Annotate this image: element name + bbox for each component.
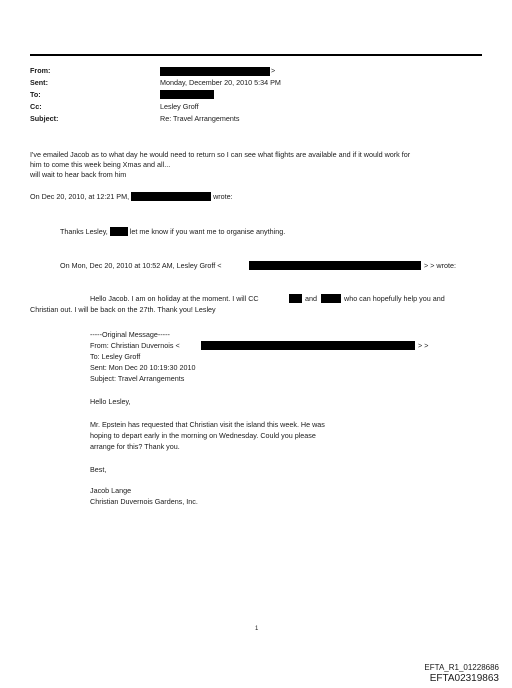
from-tail: > (271, 66, 276, 75)
quote-1-wrote: wrote: (213, 192, 233, 201)
redaction-to (160, 90, 214, 99)
hello-b: who can hopefully help you and (344, 294, 445, 303)
cc-value: Lesley Groff (160, 102, 199, 111)
footer-id-2: EFTA02319863 (429, 673, 499, 684)
from-label: From: (30, 66, 51, 75)
top-rule (30, 54, 482, 56)
original-message-header: -----Original Message----- (90, 330, 170, 339)
greeting: Hello Lesley, (90, 397, 131, 406)
sent-value: Monday, December 20, 2010 5:34 PM (160, 78, 281, 87)
redaction-q2 (249, 261, 421, 270)
quote-1-on: On Dec 20, 2010, at 12:21 PM, (30, 192, 130, 201)
redaction-thanks (110, 227, 128, 236)
thanks-line (60, 227, 285, 236)
redaction-q1 (131, 192, 211, 201)
cc-label: Cc: (30, 102, 42, 111)
body-line-1: I've emailed Jacob as to what day he would need to return so I can see what flights are available and if it would work for (30, 150, 411, 159)
quote-2-wrote: > > wrote: (424, 261, 456, 270)
subject-label: Subject: (30, 114, 59, 123)
hello-and: and (305, 294, 317, 303)
signature-company: Christian Duvernois Gardens, Inc. (90, 497, 198, 506)
body-line-3: will wait to hear back from him (30, 170, 127, 179)
hello-a: Hello Jacob. I am on holiday at the moment. I will CC (90, 294, 259, 303)
original-from: From: Christian Duvernois < (90, 341, 180, 350)
redaction-orig-from (201, 341, 415, 350)
redaction-cc-2 (321, 294, 341, 303)
original-from-tail: > > (418, 341, 429, 350)
redaction-cc-1 (289, 294, 302, 303)
redaction-from (160, 67, 270, 76)
body-line-2: him to come this week being Xmas and all... (30, 160, 171, 169)
signoff: Best, (90, 465, 107, 474)
thanks-a: Thanks Lesley, (60, 227, 108, 236)
original-sent: Sent: Mon Dec 20 10:19:30 2010 (90, 363, 196, 372)
to-label: To: (30, 90, 41, 99)
sent-label: Sent: (30, 78, 48, 87)
footer-id-1: EFTA_R1_01228686 (424, 663, 499, 672)
page-number: 1 (255, 626, 259, 632)
hello-line-2: Christian out. I will be back on the 27th. Thank you! Lesley (30, 305, 216, 314)
message-line-3: arrange for this? Thank you. (90, 442, 180, 451)
original-to: To: Lesley Groff (90, 352, 141, 361)
thanks-b: let me know if you want me to organise anything. (129, 227, 286, 236)
quote-2-on: On Mon, Dec 20, 2010 at 10:52 AM, Lesley Groff < (60, 261, 222, 270)
original-subject: Subject: Travel Arrangements (90, 374, 185, 383)
message-line-2: hoping to depart early in the morning on Wednesday. Could you please (90, 431, 316, 440)
subject-value: Re: Travel Arrangements (160, 114, 240, 123)
signature-name: Jacob Lange (90, 486, 132, 495)
message-line-1: Mr. Epstein has requested that Christian visit the island this week. He was (90, 420, 325, 429)
quote-attribution-1 (30, 192, 233, 201)
